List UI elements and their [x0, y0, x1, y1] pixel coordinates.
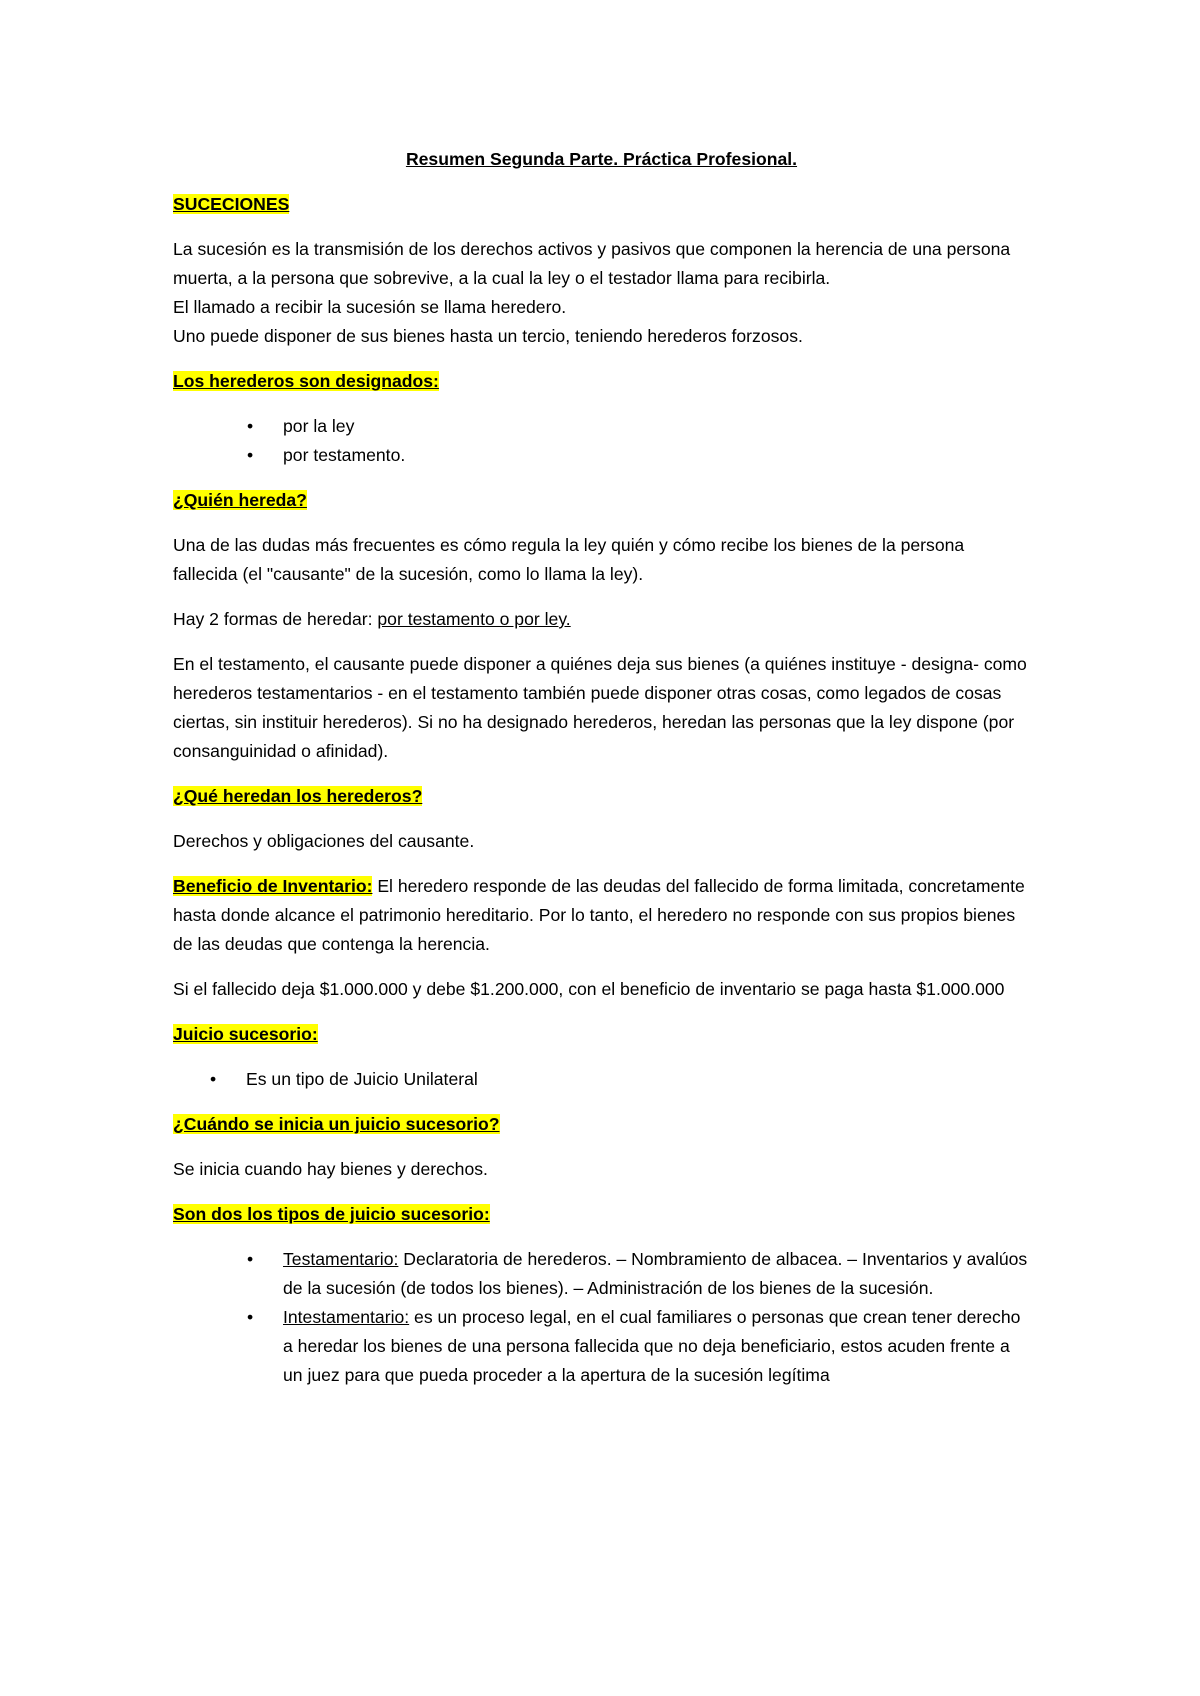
formas-paragraph: [173, 605, 1030, 634]
bullet-icon: •: [247, 1307, 254, 1327]
list-item: [173, 412, 1030, 441]
bullet-icon: •: [247, 416, 254, 436]
bullet-icon: •: [247, 1249, 254, 1269]
cuando-paragraph: Se inicia cuando hay bienes y derechos.: [173, 1159, 488, 1179]
beneficio-heading: Beneficio de Inventario:: [173, 876, 373, 896]
list-item-text: por la ley: [283, 416, 355, 436]
heading-quien-hereda-text: ¿Quién hereda?: [173, 490, 307, 510]
heading-sucesiones: [173, 190, 1030, 219]
beneficio-text: El heredero responde de las deudas del fallecido de forma limitada, concretamente hasta donde alcance el patrimonio hereditario. Por lo tanto, el heredero no responde con sus propios bienes de las deudas que contenga la herencia.: [173, 876, 1025, 954]
bullet-icon: •: [210, 1069, 217, 1089]
heading-cuando-text: ¿Cuándo se inicia un juicio sucesorio?: [173, 1114, 500, 1134]
heading-quien-hereda: [173, 486, 1030, 515]
intro-paragraph-1: La sucesión es la transmisión de los derechos activos y pasivos que componen la herencia de una persona muerta, a la persona que sobrevive, a la cual la ley o el testador llama para recibirla.: [173, 239, 1011, 288]
heading-cuando: [173, 1110, 1030, 1139]
heading-que-heredan: [173, 782, 1030, 811]
intro-paragraph-3: Uno puede disponer de sus bienes hasta un tercio, teniendo herederos forzosos.: [173, 326, 803, 346]
heading-que-heredan-text: ¿Qué heredan los herederos?: [173, 786, 423, 806]
heading-designados-text: Los herederos son designados:: [173, 371, 439, 391]
list-item: [173, 441, 1030, 470]
tipo-text: es un proceso legal, en el cual familiares o personas que crean tener derecho a heredar los bienes de una persona fallecida que no deja beneficiario, estos acuden frente a un juez para que pueda proceder a la apertura de la sucesión legítima: [283, 1307, 1021, 1385]
heading-juicio: [173, 1020, 1030, 1049]
list-item: [173, 1065, 1030, 1094]
bullet-icon: •: [247, 445, 254, 465]
list-item: [173, 1245, 1030, 1303]
beneficio-paragraph: [173, 872, 1030, 959]
heading-designados: [173, 367, 1030, 396]
quien-paragraph: Una de las dudas más frecuentes es cómo regula la ley quién y cómo recibe los bienes de la persona fallecida (el "causante" de la sucesión, como lo llama la ley).: [173, 535, 965, 584]
heading-tipos: [173, 1200, 1030, 1229]
document-title: Resumen Segunda Parte. Práctica Profesional.: [405, 149, 798, 169]
formas-underlined: por testamento o por ley.: [377, 609, 571, 629]
list-item: [173, 1303, 1030, 1390]
designados-list: [173, 412, 1030, 470]
ejemplo-paragraph: Si el fallecido deja $1.000.000 y debe $1.200.000, con el beneficio de inventario se paga hasta $1.000.000: [173, 979, 1005, 999]
formas-prefix: Hay 2 formas de heredar:: [173, 609, 378, 629]
list-item-text: por testamento.: [283, 445, 406, 465]
intro-paragraph-2: El llamado a recibir la sucesión se llama heredero.: [173, 297, 567, 317]
heading-juicio-text: Juicio sucesorio:: [173, 1024, 318, 1044]
tipo-text: Declaratoria de herederos. – Nombramiento de albacea. – Inventarios y avalúos de la sucesión (de todos los bienes). – Administración de los bienes de la sucesión.: [283, 1249, 1028, 1298]
testamento-paragraph: En el testamento, el causante puede disponer a quiénes deja sus bienes (a quiénes instituye - designa- como herederos testamentarios - en el testamento también puede disponer otras cosas, como legados de cosas ciertas, sin instituir herederos). Si no ha designado herederos, heredan las personas que la ley dispone (por consanguinidad o afinidad).: [173, 654, 1027, 761]
heading-tipos-text: Son dos los tipos de juicio sucesorio:: [173, 1204, 490, 1224]
tipos-list: [173, 1245, 1030, 1390]
tipo-label: Testamentario:: [283, 1249, 399, 1269]
list-item-text: Es un tipo de Juicio Unilateral: [246, 1069, 478, 1089]
juicio-list: [173, 1065, 1030, 1094]
tipo-label: Intestamentario:: [283, 1307, 410, 1327]
que-paragraph: Derechos y obligaciones del causante.: [173, 831, 475, 851]
heading-sucesiones-text: SUCECIONES: [173, 194, 290, 214]
